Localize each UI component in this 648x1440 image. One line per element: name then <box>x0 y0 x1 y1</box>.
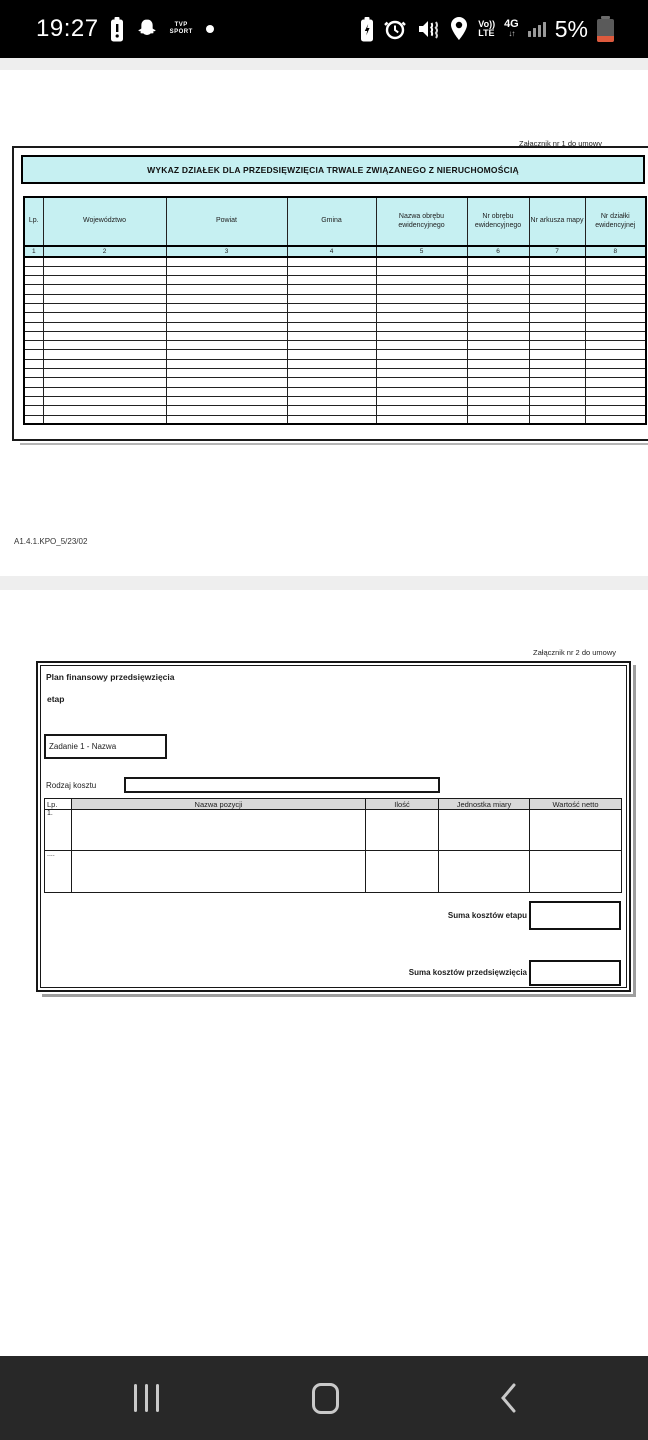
parcels-empty-cell <box>376 378 467 387</box>
parcels-empty-cell <box>376 294 467 303</box>
snapchat-icon <box>135 18 159 41</box>
parcels-empty-cell <box>24 396 43 405</box>
parcels-empty-cell <box>467 303 529 312</box>
page-gap-middle <box>0 576 648 590</box>
parcels-empty-cell <box>585 276 646 285</box>
parcels-empty-row <box>24 266 646 275</box>
parcels-empty-cell <box>24 322 43 331</box>
frame-shadow <box>20 443 648 445</box>
parcels-empty-row <box>24 257 646 266</box>
parcels-empty-cell <box>166 341 287 350</box>
parcels-empty-cell <box>43 406 166 415</box>
cost-cell-name <box>72 851 366 893</box>
parcels-empty-cell <box>467 369 529 378</box>
parcels-empty-row <box>24 378 646 387</box>
parcels-empty-cell <box>376 359 467 368</box>
parcels-empty-cell <box>529 369 585 378</box>
cost-column-header: Lp. <box>45 799 72 810</box>
cost-cell-net <box>530 810 622 851</box>
cost-cell-unit <box>439 810 530 851</box>
parcels-empty-cell <box>24 387 43 396</box>
parcels-empty-cell <box>376 341 467 350</box>
cost-type-field[interactable] <box>124 777 440 793</box>
parcels-empty-cell <box>467 415 529 424</box>
cost-column-header: Ilość <box>366 799 439 810</box>
financial-plan-title: Plan finansowy przedsięwzięcia <box>46 672 175 682</box>
status-bar <box>0 0 648 58</box>
parcels-empty-cell <box>467 396 529 405</box>
parcels-empty-row <box>24 285 646 294</box>
attachment1-title: WYKAZ DZIAŁEK DLA PRZEDSIĘWZIĘCIA TRWALE ZWIĄZANEGO Z NIERUCHOMOŚCIĄ <box>21 155 645 184</box>
parcels-empty-cell <box>166 359 287 368</box>
parcels-empty-cell <box>166 285 287 294</box>
parcels-empty-cell <box>376 276 467 285</box>
parcels-empty-row <box>24 276 646 285</box>
navigation-bar <box>0 1356 648 1440</box>
parcels-empty-cell <box>585 285 646 294</box>
parcels-empty-cell <box>585 369 646 378</box>
parcels-empty-cell <box>376 285 467 294</box>
cost-table-row <box>45 851 622 893</box>
parcels-column-header: Powiat <box>166 197 287 246</box>
parcels-empty-cell <box>467 257 529 266</box>
cost-table-row <box>45 810 622 851</box>
parcels-empty-cell <box>43 294 166 303</box>
parcels-empty-row <box>24 303 646 312</box>
parcels-empty-cell <box>166 378 287 387</box>
parcels-empty-cell <box>166 303 287 312</box>
cost-cell-net <box>530 851 622 893</box>
parcels-empty-cell <box>287 322 376 331</box>
cost-cell-qty <box>366 810 439 851</box>
parcels-empty-cell <box>585 294 646 303</box>
parcels-column-header: Nr obrębu ewidencyjnego <box>467 197 529 246</box>
parcels-empty-cell <box>467 406 529 415</box>
parcels-empty-cell <box>376 369 467 378</box>
parcels-empty-cell <box>24 331 43 340</box>
parcels-empty-cell <box>467 266 529 275</box>
parcels-empty-cell <box>467 378 529 387</box>
parcels-empty-cell <box>376 257 467 266</box>
pdf-page-1[interactable] <box>0 70 648 576</box>
parcels-empty-cell <box>287 331 376 340</box>
parcels-empty-cell <box>166 350 287 359</box>
parcels-empty-cell <box>585 331 646 340</box>
task-name-label: Zadanie 1 - Nazwa <box>49 742 117 751</box>
parcels-empty-cell <box>376 303 467 312</box>
stage-sum-label: Suma kosztów etapu <box>447 911 527 920</box>
parcels-empty-cell <box>585 396 646 405</box>
parcels-empty-row <box>24 359 646 368</box>
cost-column-header: Jednostka miary <box>439 799 530 810</box>
parcels-empty-cell <box>467 341 529 350</box>
signal-strength-icon <box>528 21 546 37</box>
parcels-empty-cell <box>166 415 287 424</box>
parcels-empty-cell <box>585 313 646 322</box>
parcels-empty-cell <box>529 322 585 331</box>
parcels-empty-cell <box>43 313 166 322</box>
parcels-empty-row <box>24 415 646 424</box>
parcels-empty-cell <box>529 285 585 294</box>
parcels-empty-cell <box>166 276 287 285</box>
parcels-empty-row <box>24 294 646 303</box>
parcels-column-number: 5 <box>376 246 467 257</box>
parcels-column-number: 2 <box>43 246 166 257</box>
parcels-empty-cell <box>529 415 585 424</box>
parcels-empty-cell <box>24 378 43 387</box>
parcels-empty-cell <box>529 276 585 285</box>
parcels-empty-cell <box>529 303 585 312</box>
parcels-empty-cell <box>287 313 376 322</box>
parcels-empty-cell <box>467 387 529 396</box>
parcels-empty-cell <box>24 285 43 294</box>
parcels-empty-cell <box>529 294 585 303</box>
parcels-empty-cell <box>166 396 287 405</box>
parcels-empty-cell <box>467 322 529 331</box>
parcels-empty-cell <box>585 359 646 368</box>
parcels-empty-cell <box>529 359 585 368</box>
attachment2-corner-note: Załącznik nr 2 do umowy <box>533 648 616 657</box>
parcels-empty-cell <box>43 266 166 275</box>
parcels-empty-cell <box>43 350 166 359</box>
parcels-empty-cell <box>166 331 287 340</box>
parcels-empty-cell <box>287 369 376 378</box>
parcels-column-header: Nr arkusza mapy <box>529 197 585 246</box>
parcels-empty-cell <box>166 257 287 266</box>
attachment1-corner-note: Załącznik nr 1 do umowy <box>519 139 602 148</box>
parcels-empty-cell <box>585 350 646 359</box>
cost-type-label: Rodzaj kosztu <box>46 781 97 790</box>
parcels-column-header: Nazwa obrębu ewidencyjnego <box>376 197 467 246</box>
parcels-empty-cell <box>467 276 529 285</box>
cost-table <box>44 798 622 893</box>
parcels-empty-row <box>24 331 646 340</box>
parcels-column-number: 3 <box>166 246 287 257</box>
parcels-empty-cell <box>287 359 376 368</box>
parcels-empty-cell <box>166 387 287 396</box>
parcels-empty-cell <box>287 257 376 266</box>
cost-cell-lp: .... <box>45 851 72 893</box>
parcels-empty-cell <box>467 359 529 368</box>
parcels-empty-cell <box>43 341 166 350</box>
parcels-empty-cell <box>467 285 529 294</box>
parcels-empty-cell <box>585 266 646 275</box>
frame-shadow-bottom <box>42 994 636 997</box>
parcels-empty-cell <box>287 396 376 405</box>
parcels-empty-cell <box>376 387 467 396</box>
parcels-empty-cell <box>166 406 287 415</box>
parcels-empty-cell <box>529 313 585 322</box>
parcels-empty-row <box>24 322 646 331</box>
parcels-empty-cell <box>376 331 467 340</box>
home-button[interactable] <box>285 1356 365 1440</box>
parcels-empty-cell <box>287 276 376 285</box>
parcels-empty-row <box>24 406 646 415</box>
parcels-empty-cell <box>24 303 43 312</box>
mute-vibrate-icon <box>416 18 440 40</box>
parcels-empty-row <box>24 387 646 396</box>
alarm-icon <box>383 17 407 41</box>
parcels-empty-cell <box>43 369 166 378</box>
parcels-empty-cell <box>376 396 467 405</box>
parcels-empty-cell <box>24 350 43 359</box>
parcels-empty-cell <box>376 350 467 359</box>
parcels-empty-cell <box>529 331 585 340</box>
parcels-empty-cell <box>24 313 43 322</box>
parcels-empty-cell <box>376 266 467 275</box>
tvp-sport-badge: TVP SPORT <box>169 22 193 35</box>
battery-percent-label: 5% <box>554 15 588 42</box>
parcels-empty-cell <box>287 266 376 275</box>
parcels-empty-cell <box>43 303 166 312</box>
parcels-empty-cell <box>467 350 529 359</box>
parcels-empty-cell <box>585 378 646 387</box>
parcels-empty-cell <box>585 322 646 331</box>
parcels-empty-row <box>24 396 646 405</box>
parcels-empty-cell <box>467 313 529 322</box>
stage-sum-field[interactable] <box>529 901 621 930</box>
parcels-empty-cell <box>24 294 43 303</box>
parcels-empty-cell <box>287 387 376 396</box>
parcels-column-number: 4 <box>287 246 376 257</box>
task-name-field[interactable] <box>44 734 167 759</box>
home-icon <box>312 1383 339 1414</box>
cost-cell-lp: 1. <box>45 810 72 851</box>
parcels-column-number: 8 <box>585 246 646 257</box>
parcels-empty-cell <box>43 387 166 396</box>
parcels-empty-row <box>24 341 646 350</box>
parcels-column-header: Nr działki ewidencyjnej <box>585 197 646 246</box>
parcels-empty-cell <box>376 322 467 331</box>
parcels-empty-cell <box>24 276 43 285</box>
cost-column-header: Wartość netto <box>530 799 622 810</box>
parcels-empty-cell <box>467 331 529 340</box>
parcels-empty-cell <box>287 406 376 415</box>
parcels-empty-cell <box>287 350 376 359</box>
parcels-empty-cell <box>585 406 646 415</box>
parcels-empty-cell <box>24 369 43 378</box>
parcels-empty-cell <box>529 406 585 415</box>
battery-level-icon <box>597 16 614 42</box>
parcels-empty-cell <box>43 276 166 285</box>
parcels-empty-cell <box>585 415 646 424</box>
parcels-column-header: Lp. <box>24 197 43 246</box>
parcels-empty-cell <box>585 387 646 396</box>
parcels-empty-cell <box>43 415 166 424</box>
parcels-empty-cell <box>43 396 166 405</box>
cost-cell-name <box>72 810 366 851</box>
parcels-empty-cell <box>376 313 467 322</box>
parcels-empty-cell <box>287 303 376 312</box>
cost-cell-qty <box>366 851 439 893</box>
parcels-empty-cell <box>529 266 585 275</box>
volte-indicator: Vo)) LTE <box>478 19 496 38</box>
parcels-empty-cell <box>287 378 376 387</box>
data-arrows-icon: ↓↑ <box>508 29 515 38</box>
recents-button[interactable] <box>106 1356 186 1440</box>
parcels-empty-cell <box>24 341 43 350</box>
back-button[interactable] <box>468 1356 548 1440</box>
battery-alert-icon <box>110 17 124 42</box>
parcels-empty-cell <box>529 387 585 396</box>
parcels-empty-cell <box>529 396 585 405</box>
parcels-empty-cell <box>376 415 467 424</box>
parcels-empty-cell <box>467 294 529 303</box>
parcels-empty-cell <box>287 294 376 303</box>
parcels-empty-cell <box>585 341 646 350</box>
parcels-empty-cell <box>585 303 646 312</box>
parcels-table <box>23 196 647 425</box>
parcels-column-number: 6 <box>467 246 529 257</box>
parcels-empty-cell <box>287 285 376 294</box>
parcels-empty-cell <box>24 257 43 266</box>
parcels-column-header: Województwo <box>43 197 166 246</box>
parcels-empty-cell <box>166 266 287 275</box>
network-type-indicator: 4G ↓↑ <box>504 18 519 38</box>
parcels-column-number: 1 <box>24 246 43 257</box>
parcels-column-header: Gmina <box>287 197 376 246</box>
parcels-empty-cell <box>376 406 467 415</box>
parcels-empty-cell <box>166 313 287 322</box>
parcels-empty-cell <box>24 415 43 424</box>
parcels-empty-cell <box>287 415 376 424</box>
total-sum-label: Suma kosztów przedsięwzięcia <box>408 968 527 977</box>
parcels-empty-cell <box>24 266 43 275</box>
parcels-empty-cell <box>529 341 585 350</box>
page-gap-top <box>0 58 648 70</box>
notification-dot-icon <box>206 25 214 33</box>
frame-shadow-right <box>633 665 636 995</box>
parcels-empty-cell <box>166 294 287 303</box>
cost-cell-unit <box>439 851 530 893</box>
location-icon <box>449 16 469 42</box>
parcels-empty-cell <box>287 341 376 350</box>
parcels-column-number: 7 <box>529 246 585 257</box>
parcels-empty-cell <box>529 350 585 359</box>
parcels-empty-cell <box>43 331 166 340</box>
parcels-empty-cell <box>166 322 287 331</box>
parcels-empty-cell <box>43 359 166 368</box>
form-code: A1.4.1.KPO_5/23/02 <box>14 537 88 546</box>
parcels-empty-cell <box>24 359 43 368</box>
parcels-empty-cell <box>529 378 585 387</box>
back-icon <box>497 1382 519 1414</box>
total-sum-field[interactable] <box>529 960 621 986</box>
parcels-empty-row <box>24 313 646 322</box>
stage-label: etap <box>47 694 65 704</box>
pdf-page-2[interactable] <box>0 590 648 1356</box>
parcels-empty-row <box>24 350 646 359</box>
clock: 19:27 <box>36 15 99 42</box>
cost-column-header: Nazwa pozycji <box>72 799 366 810</box>
parcels-empty-cell <box>166 369 287 378</box>
battery-saver-icon <box>360 17 374 42</box>
parcels-empty-cell <box>24 406 43 415</box>
parcels-empty-cell <box>43 257 166 266</box>
parcels-empty-cell <box>43 378 166 387</box>
parcels-empty-cell <box>43 285 166 294</box>
parcels-empty-cell <box>585 257 646 266</box>
parcels-empty-cell <box>43 322 166 331</box>
recents-icon <box>134 1384 159 1412</box>
parcels-empty-cell <box>529 257 585 266</box>
parcels-empty-row <box>24 369 646 378</box>
